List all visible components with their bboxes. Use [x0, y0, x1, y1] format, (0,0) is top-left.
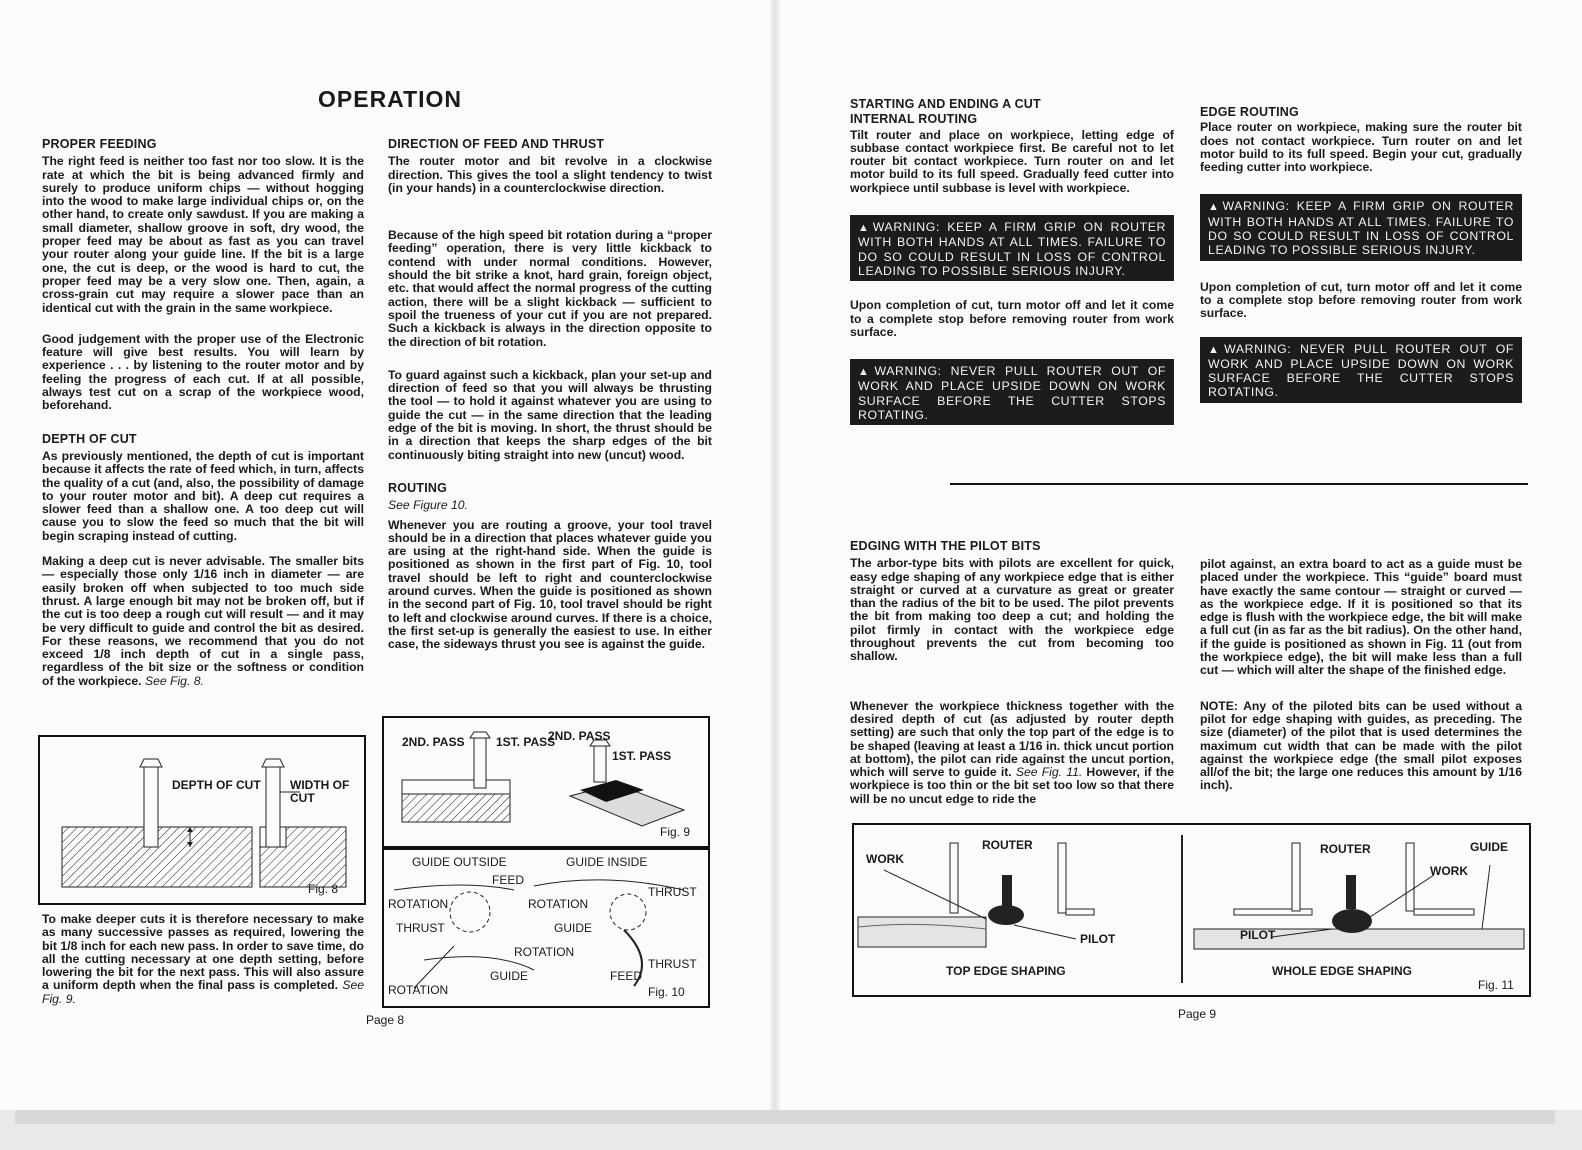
heading-edging-pilot-bits: EDGING WITH THE PILOT BITS [850, 539, 1041, 553]
direction-paragraph-3: To guard against such a kickback, plan your set-up and direction of feed so that you will always be thrusting the tool — to hold it against whatever you are using to guide the cut — in the same direction that the leading edge of the bit is moving. In short, the thrust should be in a direction that keeps the sharp edges of the bit continuously biting straight into new (uncut) wood. [388, 367, 712, 462]
figure-11 [852, 823, 1531, 997]
heading-proper-feeding: PROPER FEEDING [42, 137, 157, 151]
router-label-a: ROUTER [982, 838, 1033, 852]
guide-outside-label: GUIDE OUTSIDE [412, 855, 507, 869]
fig8-reference: See Fig. 8. [144, 673, 204, 688]
internal-completion-paragraph: Upon completion of cut, turn motor off and let it come to a complete stop before removing router from work surface. [850, 298, 1174, 339]
heading-direction-of-feed: DIRECTION OF FEED AND THRUST [388, 137, 605, 151]
thrust-label-right-top: THRUST [648, 885, 697, 899]
proper-feeding-paragraph-2: Good judgement with the proper use of the Electronic feature will give best results. You will learn by experience . . . by listening to the router motor and by feeling the progress of each cut. If at all possible, always test cut on a scrap of the workpiece wood, beforehand. [42, 331, 364, 413]
figure-10 [382, 848, 710, 1008]
proper-feeding-paragraph-1: The right feed is neither too fast nor too slow. It is the rate at which the bit is being advanced firmly and surely to produce uniform chips — without hogging into the wood to make large individual chips or, on the other hand, to create only sawdust. If you are making a small diameter, shallow groove in soft, dry wood, the proper feed may be about as fast as you can travel your router along your guide line. If the bit is a large one, the cut is deep, or the wood is hard to cut, the proper feed may be a very slow one. Then, again, a cross-grain cut may require a slower pace than an identical cut with the grain in the same workpiece. [42, 154, 364, 315]
routing-paragraph-1: Whenever you are routing a groove, your tool travel should be in a direction that places whatever guide you are using at the right-hand side. When the guide is positioned as shown in the first part of Fig. 10, tool travel should be left to right and counterclockwise around curves. When the guide is positioned as shown in the second part of Fig. 10, tool travel should be right to left and clockwise around curves. If there is a choice, the first set-up is generally the easiest to use. In either case, the sideways thrust you see is against the guide. [388, 517, 712, 652]
width-of-cut-label: WIDTH OF CUT [290, 778, 350, 805]
internal-routing-paragraph: Tilt router and place on workpiece, letting edge of subbase contact workpiece first. Be careful not to let router bit contact workpiece. Turn router on and let motor build to its full speed. Gradually feed cutter into workpiece until subbase is level with workpiece. [850, 127, 1174, 195]
warning-triangle-icon: ▲ [858, 222, 873, 235]
top-edge-shaping-caption: TOP EDGE SHAPING [946, 964, 1066, 978]
edge-routing-paragraph: Place router on workpiece, making sure the router bit does not contact workpiece. Turn router on and let motor build to its full speed. Begin your cut, gradually feeding cutter into workpiece. [1200, 120, 1522, 175]
depth-of-cut-label: DEPTH OF CUT [172, 778, 261, 792]
heading-edge-routing: EDGE ROUTING [1200, 105, 1299, 119]
guide-inside-label: GUIDE INSIDE [566, 855, 648, 869]
figure-8-drawing [40, 737, 364, 903]
heading-starting-ending: STARTING AND ENDING A CUT [850, 97, 1041, 111]
feed-label-bottom: FEED [610, 969, 643, 983]
figure-8 [38, 735, 366, 905]
heading-routing: ROUTING [388, 480, 448, 495]
direction-paragraph-2: Because of the high speed bit rotation during a “proper feeding” operation, there is very little kickback to contend with under normal conditions. However, should the bit strike a knot, hard grain, foreign object, etc. that would affect the normal progress of the cutting action, there will be a slight kickback — sufficient to spoil the trueness of your cut if you are not prepared. Such a kickback is always in the direction opposite to the direction of bit rotation. [388, 228, 712, 349]
heading-internal-routing: INTERNAL ROUTING [850, 112, 978, 127]
page-gutter [770, 0, 780, 1110]
guide-label-fig11: GUIDE [1470, 840, 1509, 854]
warning-triangle-icon: ▲ [1208, 201, 1223, 214]
depth-paragraph-3: To make deeper cuts it is therefore necessary to make as many successive passes as required, lowering the bit 1/8 inch for each new pass. In order to save time, do all the cutting necessary at one depth setting, before lowering the bit for the next pass. This will also assure a uniform depth when the final pass is completed. See Fig. 9. [42, 912, 364, 1006]
edging-paragraph-2: Whenever the workpiece thickness together with the desired depth of cut (as adjusted by router depth setting) are such that only the top part of the edge is to be shaped (leaving at least a 1/16 in. thick uncut portion at bottom), the pilot can ride against the uncut portion, which will serve to guide it. See Fig. 11. However, if the workpiece is too thin or the bit set too low so that there will be no uncut edge to ride the [850, 698, 1174, 806]
fig9-reference: See Fig. 9. [42, 978, 364, 1006]
routing-figure-reference: See Figure 10. [388, 498, 468, 513]
work-label-a: WORK [866, 852, 904, 866]
page-number-left: Page 8 [366, 1013, 405, 1027]
figure-9-caption: Fig. 9 [660, 825, 691, 839]
router-label-b: ROUTER [1320, 842, 1371, 856]
depth-paragraph-2: Making a deep cut is never advisable. The smaller bits — especially those only 1/16 inch in diameter — are easily broken off when subjected to too much side thrust. A large enough bit may not be broken off, but if the cut is too deep a rough cut will result — and it may be very difficult to guide and control the bit as desired. For these reasons, we recommend that you do not exceed 1/8 inch depth of cut in a single pass, regardless of the bit size or the softness or condition of the workpiece. See Fig. 8. [42, 554, 364, 688]
warning-firm-grip-internal: ▲WARNING: KEEP A FIRM GRIP ON ROUTER WITH BOTH HANDS AT ALL TIMES. FAILURE TO DO SO COULD RESULT IN LOSS OF CONTROL LEADING TO POSSIBLE SERIOUS INJURY. [850, 215, 1174, 281]
section-divider [950, 483, 1528, 485]
thrust-label-right-bottom: THRUST [648, 957, 697, 971]
edging-paragraph-3: pilot against, an extra board to act as a guide must be placed under the workpiece. This “guide” board must have exactly the same contour — straight or curved — as the workpiece edge. If it is positioned so that its edge is flush with the workpiece edge, the bit will make a full cut (in as far as the bit radius). On the other hand, if the guide is positioned as shown in Fig. 11 (out from the workpiece edge), the bit will make less than a full cut — which will alter the shape of the finished edge. [1200, 557, 1522, 678]
left-column-bottom [42, 913, 364, 1018]
guide-label-b: GUIDE [554, 921, 593, 935]
direction-paragraph-1: The router motor and bit revolve in a clockwise direction. This gives the tool a slight tendency to twist (in your hands) in a counterclockwise direction. [388, 154, 712, 195]
pilot-label-b: PILOT [1240, 928, 1276, 942]
whole-edge-shaping-caption: WHOLE EDGE SHAPING [1272, 964, 1413, 978]
warning-never-pull-internal: ▲WARNING: NEVER PULL ROUTER OUT OF WORK AND PLACE UPSIDE DOWN ON WORK SURFACE BEFORE THE CUTTER STOPS ROTATING. [850, 359, 1174, 425]
right-column-a [850, 98, 1174, 425]
depth-paragraph-1: As previously mentioned, the depth of cut is important because it affects the rate of feed which, in turn, affects the quality of a cut (and, also, the possibility of damage to your router motor and bit). A deep cut requires a slower feed than a shallow one. A too deep cut will cause you to slow the feed so much that the bit will begin scraping instead of cutting. [42, 448, 364, 543]
fig11-reference: See Fig. 11. [1015, 765, 1083, 780]
thrust-label-left: THRUST [396, 921, 445, 935]
warning-triangle-icon: ▲ [858, 366, 875, 379]
figure-9 [382, 716, 710, 848]
rotation-label-a: ROTATION [388, 897, 449, 911]
first-pass-label-b: 1ST. PASS [612, 749, 672, 763]
edging-paragraph-1: The arbor-type bits with pilots are excellent for quick, easy edge shaping of any workpiece edge that is either straight or curved at a curvature as great or greater than the radius of the bit to be used. The pilot prevents the bit from making too deep a cut; and holding the pilot firmly in contact with the workpiece edge throughout prevents the cut from becoming too shallow. [850, 556, 1174, 664]
page-number-right: Page 9 [1178, 1007, 1217, 1021]
page-title: OPERATION [318, 86, 463, 112]
left-column [42, 138, 364, 700]
middle-column [388, 138, 712, 664]
guide-label-bottom: GUIDE [490, 969, 529, 983]
edge-completion-paragraph: Upon completion of cut, turn motor off and let it come to a complete stop before removing router from work surface. [1200, 279, 1522, 321]
rotation-label-c: ROTATION [514, 945, 575, 959]
edging-note: NOTE: Any of the piloted bits can be used without a pilot for edge shaping with guides, as preceding. The size (diameter) of the pilot that is used determines the maximum cut width that can be made with the pilot against the workpiece edge (the small pilot exposes all/of the bit; the large one reduces this amount by 1/16 inch). [1200, 698, 1522, 793]
first-pass-label-a: 1ST. PASS [496, 735, 556, 749]
figure-11-caption: Fig. 11 [1478, 978, 1514, 992]
work-label-b: WORK [1430, 864, 1468, 878]
right-column-d [1200, 558, 1522, 805]
feed-label-top: FEED [492, 873, 525, 887]
right-column-c [850, 540, 1174, 818]
scan-edge [15, 1110, 1555, 1124]
pilot-label-a: PILOT [1080, 932, 1116, 946]
warning-firm-grip-edge: ▲WARNING: KEEP A FIRM GRIP ON ROUTER WITH BOTH HANDS AT ALL TIMES. FAILURE TO DO SO COULD RESULT IN LOSS OF CONTROL LEADING TO POSSIBLE SERIOUS INJURY. [1200, 194, 1522, 260]
rotation-label-bottom: ROTATION [388, 983, 449, 997]
warning-never-pull-edge: ▲WARNING: NEVER PULL ROUTER OUT OF WORK AND PLACE UPSIDE DOWN ON WORK SURFACE BEFORE THE CUTTER STOPS ROTATING. [1200, 337, 1522, 403]
right-column-b [1200, 106, 1522, 403]
heading-depth-of-cut: DEPTH OF CUT [42, 431, 137, 446]
second-pass-label-b: 2ND. PASS [548, 729, 611, 743]
rotation-label-b: ROTATION [528, 897, 589, 911]
figure-10-caption: Fig. 10 [648, 985, 685, 999]
warning-triangle-icon: ▲ [1208, 343, 1225, 356]
figure-8-caption: Fig. 8 [308, 882, 339, 896]
second-pass-label-a: 2ND. PASS [402, 735, 465, 749]
